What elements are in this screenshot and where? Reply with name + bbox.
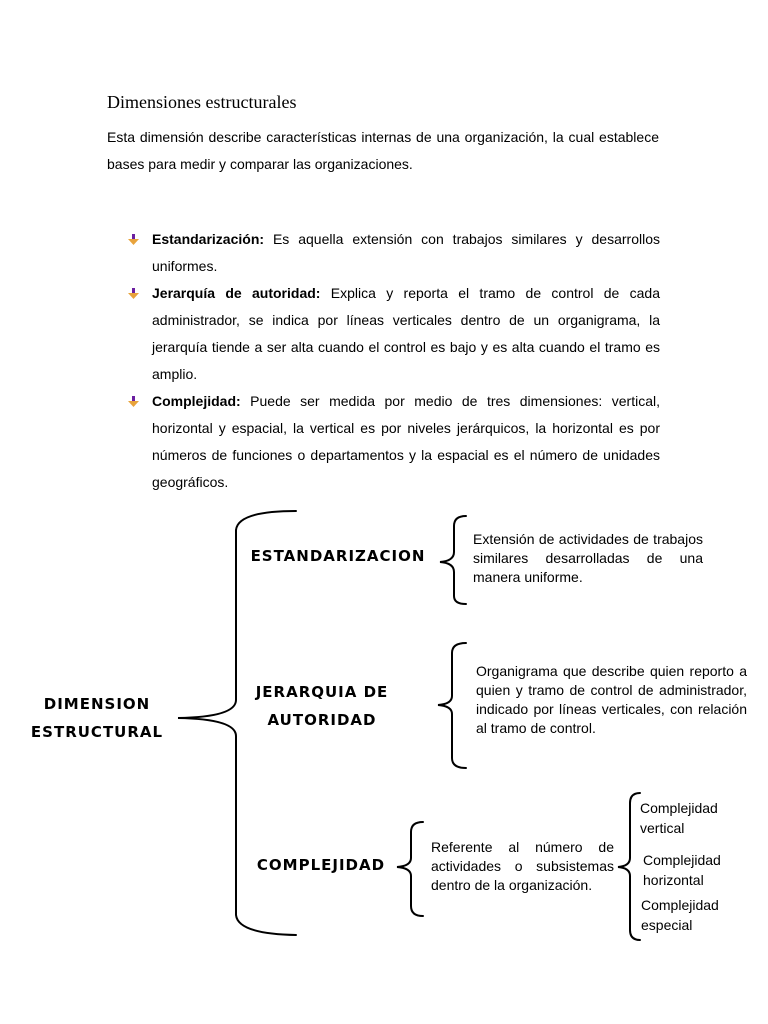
branch-label-jerarquia [240,678,404,734]
bullet-text: Explica y reporta el tramo de control de cada administrador, se indica por líneas verticales dentro de un organigrama, la jerarquía tiende a ser alta cuando el control es bajo y es alta cuando el tramo es amplio. [152,285,661,382]
brace-jerarquia [438,643,466,768]
bullet-term: Jerarquía de autoridad: [152,285,321,301]
sub-line2: vertical [640,820,685,836]
bullet-term: Estandarización: [152,231,265,247]
description-jerarquia: Organigrama que describe quien reporto a quien y tramo de control de administrador, indicado por líneas verticales, con relación al tramo de control. [476,663,747,736]
sub-line1: Complejidad [643,852,721,868]
intro-paragraph: Esta dimensión describe características internas de una organización, la cual establece bases para medir y comparar las organizaciones. [107,129,659,172]
root-label [22,690,172,746]
bullet-text: Es aquella extensión con trabajos similares y desarrollos uniformes. [152,231,660,274]
sub-complejidad-horizontal [643,850,721,890]
description-complejidad: Referente al número de actividades o subsistemas dentro de la organización. [431,839,614,893]
sub-line2: horizontal [643,872,704,888]
brace-complejidad [397,822,423,916]
description-estandarizacion: Extensión de actividades de trabajos similares desarrolladas de una manera uniforme. [473,531,703,585]
root-label-line2: ESTRUCTURAL [30,723,164,741]
sub-line2: especial [641,917,693,933]
sub-line1: Complejidad [641,897,719,913]
page-heading: Dimensiones estructurales [107,92,297,112]
branch-label-jerarquia-line2: AUTORIDAD [267,711,377,729]
sub-line1: Complejidad [640,800,718,816]
branch-label-estandarizacion: ESTANDARIZACION [250,547,426,565]
branch-label-jerarquia-line1: JERARQUIA DE [255,683,389,701]
brace-estandarizacion [440,516,466,604]
bullet-text: Puede ser medida por medio de tres dimensiones: vertical, horizontal y espacial, la vertical es por niveles jerárquicos, la horizontal es por números de funciones o departamentos y la espacial es el número de unidades geográficos. [152,393,660,490]
branch-label-complejidad: COMPLEJIDAD [256,856,386,874]
root-label-line1: DIMENSION [43,695,151,713]
brace-complejidad-sub [618,793,640,940]
sub-complejidad-vertical [640,798,718,838]
sub-complejidad-especial [641,895,719,935]
bullet-term: Complejidad: [152,393,241,409]
